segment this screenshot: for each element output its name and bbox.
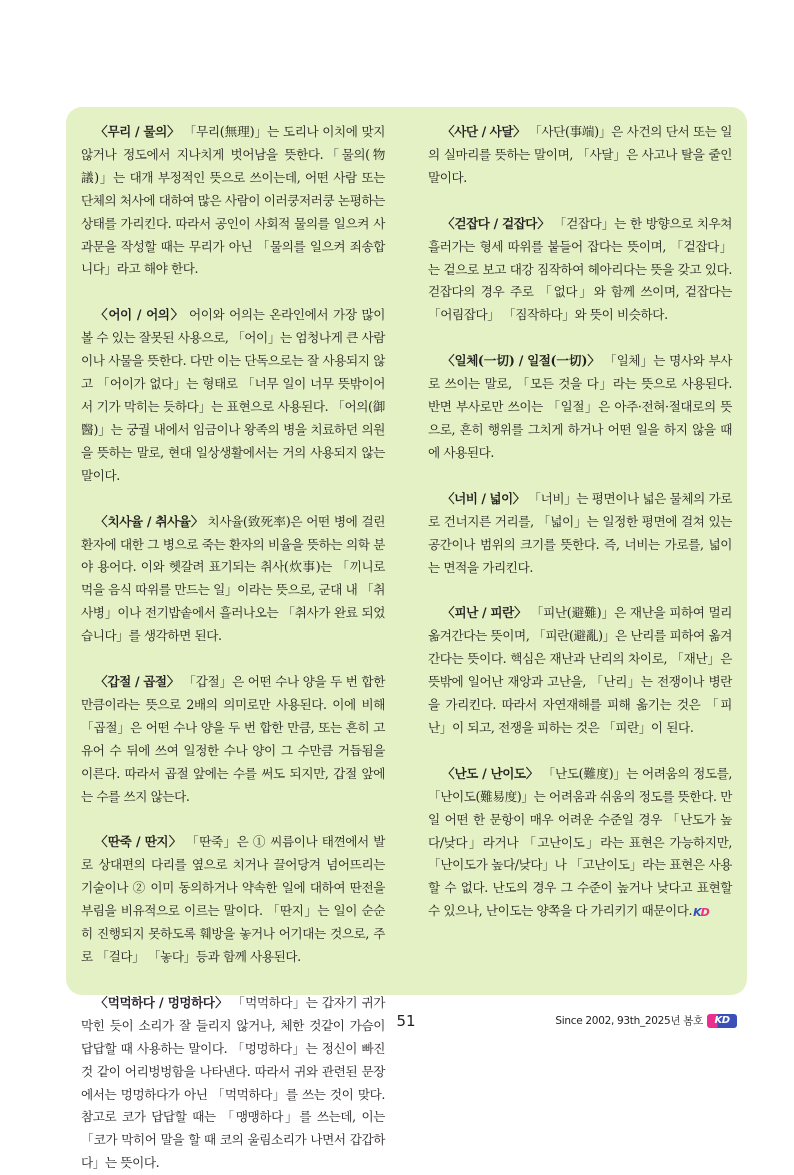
entry [428, 213, 732, 328]
entry [81, 121, 385, 281]
entry-body: 치사율(致死率)은 어떤 병에 걸린 환자에 대한 그 병으로 죽는 환자의 비율을 뜻하는 의학 분야 용어다. 이와 헷갈려 표기되는 취사(炊事)는 「끼니로 먹을 음식 따위를 만드는 일」이라는 뜻으로, 군대 내 「취사병」이나 전기밥솥에서 흘러나오는 「취사가 완료 되었습니다」를 생각하면 된다. [81, 513, 385, 644]
entry-heading: 〈일체(一切) / 일절(一切)〉 [442, 353, 600, 369]
entry-heading: 〈너비 / 넓이〉 [442, 490, 525, 506]
entry [428, 350, 732, 465]
entry [428, 488, 732, 580]
entry-body: 「난도(難度)」는 어려움의 정도를, 「난이도(難易度)」는 어려움과 쉬움의 정도를 뜻한다. 만일 어떤 한 문항이 매우 어려운 수준일 경우 「난도가 높다/낮다」라거나 「고난이도」라는 표현은 가능하지만, 「난이도가 높다/낮다」나 「고난이도」라는 표현은 사용할 수 없다. 난도의 경우 그 수준이 높거나 낮다고 표현할 수 있으나, 난이도는 양쪽을 다 가리키기 때문이다. [428, 765, 732, 919]
entry-heading: 〈치사율 / 취사율〉 [95, 513, 204, 529]
entry-heading: 〈딴죽 / 딴지〉 [95, 834, 182, 850]
entry-body: 「갑절」은 어떤 수나 양을 두 번 합한 만큼이라는 뜻으로 2배의 의미로만 사용된다. 이에 비해 「곱절」은 어떤 수나 양을 두 번 합한 만큼, 또는 흔히 고유어 수 뒤에 쓰여 일정한 수나 양이 그 수만큼 거듭됨을 이른다. 따라서 곱절 앞에는 수를 써도 되지만, 갑절 앞에는 수를 쓰지 않는다. [81, 674, 386, 804]
right-column [428, 121, 732, 925]
entry [81, 992, 385, 1175]
entry-body: 어이와 어의는 온라인에서 가장 많이 볼 수 있는 잘못된 사용으로, 「어이」는 엄청나게 큰 사람이나 사물을 뜻한다. 다만 이는 단독으로는 잘 사용되지 않고 「어이가 없다」는 형태로 「너무 일이 너무 뜻밖이어서 기가 막히는 듯하다」는 표현으로 사용된다. 「어의(御醫)」는 궁궐 내에서 임금이나 왕족의 병을 치료하던 의원을 뜻하는 말로, 현대 일상생활에서는 거의 사용되지 않는 말이다. [81, 307, 385, 483]
kd-logo: K D [707, 1014, 737, 1028]
page-number: 51 [396, 1012, 416, 1030]
entry-body: 「일체」는 명사와 부사로 쓰이는 말로, 「모든 것을 다」라는 뜻으로 사용된다. 반면 부사로만 쓰이는 「일절」은 아주·전혀·절대로의 뜻으로, 흔히 행위를 그치게 하거나 어떤 일을 하지 않을 때에 사용된다. [428, 353, 732, 460]
entry [81, 511, 385, 648]
entry [81, 304, 385, 487]
issue-label: Since 2002, 93th_2025년 봄호 [555, 1015, 703, 1027]
entry [81, 831, 385, 968]
entry-body: 「무리(無理)」는 도리나 이치에 맞지 않거나 정도에서 지나치게 벗어남을 뜻한다.「물의(物議)」는 대개 부정적인 뜻으로 쓰이는데, 어떤 사람 또는 단체의 처사에 대하여 많은 사람이 이러쿵저러쿵 논평하는 상태를 가리킨다. 따라서 공인이 사회적 물의를 일으켜 사과문을 작성할 때는 무리가 아닌 「물의를 일으켜 죄송합니다」라고 해야 한다. [81, 124, 386, 277]
entry-heading: 〈어이 / 어의〉 [95, 307, 185, 323]
footer-issue [555, 1013, 737, 1028]
left-column [81, 121, 385, 1175]
entry [428, 602, 732, 739]
entry [81, 671, 385, 808]
entry-heading: 〈먹먹하다 / 멍멍하다〉 [95, 994, 228, 1010]
entry-heading: 〈걷잡다 / 겉잡다〉 [442, 215, 550, 231]
entry-body: 「먹먹하다」는 갑자기 귀가 막힌 듯이 소리가 잘 들리지 않거나, 체한 것같이 가슴이 답답할 때 사용하는 말이다. 「멍멍하다」는 정신이 빠진 것 같이 어리벙벙함을 나타낸다. 따라서 귀와 관련된 문장에서는 멍멍하다가 아닌 「먹먹하다」를 쓰는 것이 맞다. 참고로 코가 답답할 때는 「맹맹하다」를 쓰는데, 이는 「코가 막히어 말을 할 때 코의 울림소리가 나면서 갑갑하다」는 뜻이다. [81, 994, 385, 1171]
entry-heading: 〈갑절 / 곱절〉 [95, 674, 180, 690]
entry [428, 763, 732, 925]
entry-heading: 〈무리 / 물의〉 [95, 124, 180, 139]
entry [428, 121, 732, 190]
entry-heading: 〈사단 / 사달〉 [442, 124, 526, 139]
entry-body: 「걷잡다」는 한 방향으로 치우쳐 흘러가는 형세 따위를 붙들어 잡다는 뜻이며, 「겉잡다」는 겉으로 보고 대강 짐작하여 헤아리다는 뜻을 갖고 있다. 걷잡다의 경우 주로 「없다」와 함께 쓰이며, 겉잡다는 「어림잡다」 「짐작하다」와 뜻이 비슷하다. [428, 215, 732, 323]
entry-body: 「피난(避難)」은 재난을 피하여 멀리 옮겨간다는 뜻이며, 「피란(避亂)」은 난리를 피하여 옮겨 간다는 뜻이다. 핵심은 재난과 난리의 차이로, 「재난」은 뜻밖에 일어난 재앙과 고난을, 「난리」는 전쟁이나 병란을 가리킨다. 따라서 자연재해를 피해 옮기는 것은 「피난」이 되고, 전쟁을 피하는 것은 「피란」이 된다. [428, 605, 733, 735]
entry-heading: 〈피난 / 피란〉 [442, 605, 527, 621]
entry-body: 「너비」는 평면이나 넓은 물체의 가로로 건너지른 거리를, 「넓이」는 일정한 평면에 걸쳐 있는 공간이나 범위의 크기를 뜻한다. 즉, 너비는 가로를, 넓이는 면적을 가리킨다. [428, 490, 732, 575]
entry-body: 「딴죽」은 ① 씨름이나 태껸에서 발로 상대편의 다리를 옆으로 치거나 끌어당겨 넘어뜨리는 기술이나 ② 이미 동의하거나 약속한 일에 대하여 딴전을 부림을 비유적으로 이르는 말이다. 「딴지」는 일이 순순히 진행되지 못하도록 훼방을 놓거나 어기대는 것으로, 주로 「걸다」 「놓다」등과 함께 사용된다. [81, 834, 385, 964]
entry-heading: 〈난도 / 난이도〉 [442, 765, 539, 781]
end-mark-logo: KD [693, 906, 709, 920]
entry-body: 「사단(事端)」은 사건의 단서 또는 일의 실마리를 뜻하는 말이며, 「사달」은 사고나 탈을 줄인 말이다. [428, 124, 732, 185]
